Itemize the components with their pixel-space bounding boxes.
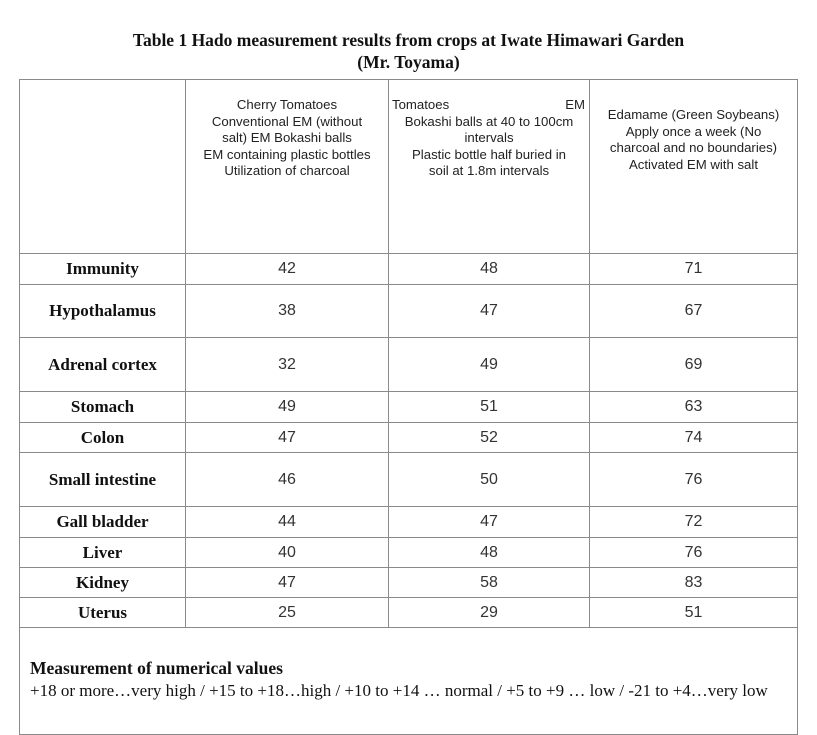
value-cell: 69 [590, 338, 798, 392]
value-cell: 47 [186, 423, 389, 453]
table-row [20, 568, 798, 598]
table-row [20, 338, 798, 392]
row-label: Kidney [20, 568, 186, 598]
column-header-line: salt) EM Bokashi balls [222, 130, 352, 145]
value-cell: 29 [389, 598, 590, 628]
table-title-line-2: (Mr. Toyama) [357, 52, 460, 72]
legend-heading: Measurement of numerical values [30, 658, 283, 678]
value-cell: 50 [389, 453, 590, 507]
column-header-line: soil at 1.8m intervals [428, 163, 550, 178]
value-cell: 52 [389, 423, 590, 453]
value-cell: 48 [389, 254, 590, 285]
row-label: Immunity [20, 254, 186, 285]
column-header-line: Bokashi balls at 40 to 100cm [404, 113, 574, 129]
table-row [20, 254, 798, 285]
table-row [20, 392, 798, 423]
value-cell: 71 [590, 254, 798, 285]
header-row [20, 80, 798, 254]
row-label: Gall bladder [20, 507, 186, 538]
value-cell: 63 [590, 392, 798, 423]
table-row [20, 285, 798, 338]
value-cell: 38 [186, 285, 389, 338]
table-row [20, 507, 798, 538]
value-cell: 25 [186, 598, 389, 628]
value-cell: 76 [590, 453, 798, 507]
header-corner-cell [20, 80, 186, 254]
table-title-line-1: Table 1 Hado measurement results from crops at Iwate Himawari Garden [132, 30, 685, 50]
value-cell: 76 [590, 538, 798, 568]
column-header-line-left: Tomatoes [392, 97, 450, 112]
legend-row [20, 628, 798, 735]
value-cell: 51 [389, 392, 590, 423]
column-header-tomatoes [389, 80, 590, 254]
value-cell: 67 [590, 285, 798, 338]
value-cell: 46 [186, 453, 389, 507]
value-cell: 51 [590, 598, 798, 628]
column-header-line: Activated EM with salt [629, 156, 758, 172]
value-cell: 47 [389, 507, 590, 538]
row-label: Stomach [20, 392, 186, 423]
value-cell: 49 [186, 392, 389, 423]
value-cell: 49 [389, 338, 590, 392]
value-cell: 44 [186, 507, 389, 538]
column-header-line: Cherry Tomatoes [236, 97, 338, 112]
value-cell: 32 [186, 338, 389, 392]
column-header-line: charcoal and no boundaries) [609, 140, 778, 155]
table-title [0, 29, 817, 73]
value-cell: 72 [590, 507, 798, 538]
value-cell: 58 [389, 568, 590, 598]
column-header-line: Utilization of charcoal [224, 163, 350, 178]
legend-cell [20, 628, 798, 735]
column-header-line-right: EM [565, 97, 585, 112]
table-row [20, 538, 798, 568]
value-cell: 74 [590, 423, 798, 453]
value-cell: 47 [389, 285, 590, 338]
column-header-line: Apply once a week (No [625, 123, 762, 139]
row-label: Small intestine [20, 453, 186, 507]
row-label: Hypothalamus [20, 285, 186, 338]
column-header-edamame [590, 80, 798, 254]
column-header-line: intervals [464, 130, 514, 145]
value-cell: 40 [186, 538, 389, 568]
table-row [20, 598, 798, 628]
column-header-line [389, 97, 589, 114]
value-cell: 47 [186, 568, 389, 598]
value-cell: 48 [389, 538, 590, 568]
column-header-line: EM containing plastic bottles [203, 146, 371, 162]
legend-text: +18 or more…very high / +15 to +18…high / +10 to +14 … normal / +5 to +9 … low / -21 to +4…very low [30, 681, 768, 700]
column-header-line: Conventional EM (without [211, 113, 363, 129]
table-row [20, 423, 798, 453]
row-label: Adrenal cortex [20, 338, 186, 392]
column-header-cherry-tomatoes [186, 80, 389, 254]
row-label: Liver [20, 538, 186, 568]
value-cell: 83 [590, 568, 798, 598]
row-label: Uterus [20, 598, 186, 628]
hado-results-table [19, 79, 798, 735]
column-header-line: Edamame (Green Soybeans) [607, 107, 780, 122]
column-header-line: Plastic bottle half buried in [412, 146, 566, 162]
table-row [20, 453, 798, 507]
row-label: Colon [20, 423, 186, 453]
value-cell: 42 [186, 254, 389, 285]
